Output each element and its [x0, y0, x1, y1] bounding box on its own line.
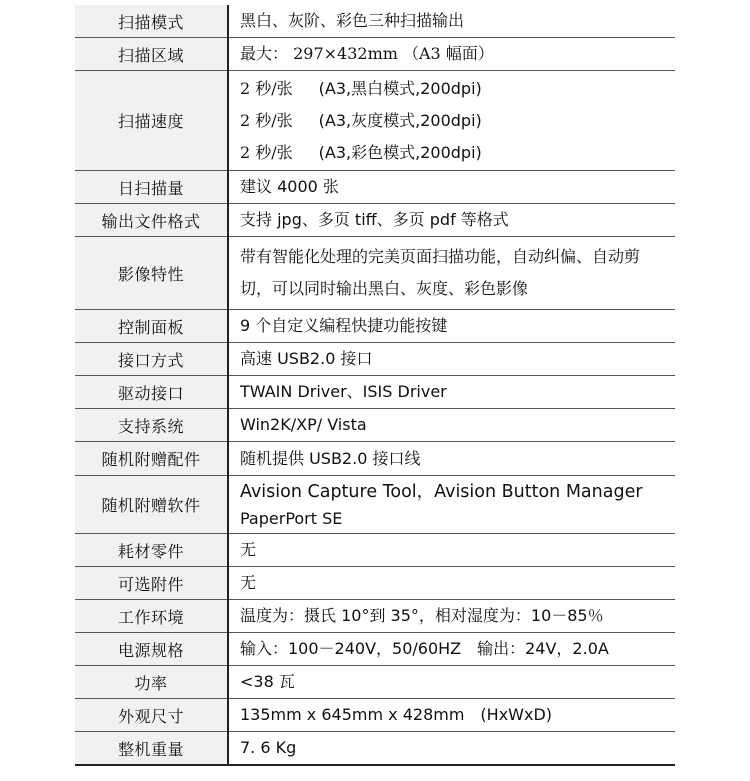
speed-value: 2 秒/张	[240, 110, 293, 130]
row-value: 黑白、灰阶、彩色三种扫描输出	[240, 11, 465, 30]
spec-table	[75, 5, 675, 766]
table-row	[75, 567, 675, 600]
row-label: 驱动接口	[75, 376, 228, 409]
row-value: 9 个自定义编程快捷功能按键	[240, 316, 448, 335]
table-row	[75, 343, 675, 376]
table-row	[75, 204, 675, 237]
table-row	[75, 171, 675, 204]
row-value: 最大： 297×432mm （A3 幅面）	[240, 44, 494, 63]
row-label: 支持系统	[75, 409, 228, 442]
row-value: TWAIN Driver、ISIS Driver	[240, 382, 447, 401]
row-label: 可选附件	[75, 567, 228, 600]
row-value: 高速 USB2.0 接口	[240, 349, 373, 368]
speed-detail: (A3,彩色模式,200dpi)	[318, 142, 482, 162]
table-row	[75, 442, 675, 476]
table-row	[75, 310, 675, 343]
row-value	[228, 476, 675, 534]
row-value: 无	[240, 540, 257, 559]
row-label: 随机附赠配件	[75, 442, 228, 476]
row-label: 输出文件格式	[75, 204, 228, 237]
table-row	[75, 38, 675, 71]
row-value: 温度为：摄氏 10°到 35°，相对湿度为：10－85％	[240, 606, 604, 625]
row-label: 影像特性	[75, 237, 228, 310]
row-label: 功率	[75, 666, 228, 699]
row-value: <38 瓦	[240, 672, 295, 691]
row-label: 工作环境	[75, 600, 228, 633]
row-label: 扫描速度	[75, 71, 228, 171]
speed-line	[240, 105, 675, 137]
row-value: 建议 4000 张	[240, 177, 339, 196]
software-line: Avision Capture Tool，Avision Button Manager	[240, 481, 643, 502]
row-label: 外观尺寸	[75, 699, 228, 732]
table-row	[75, 666, 675, 699]
row-value: 带有智能化处理的完美页面扫描功能，自动纠偏、自动剪切，可以同时输出黑白、灰度、彩色影像	[240, 247, 641, 298]
table-row	[75, 633, 675, 666]
row-label: 耗材零件	[75, 534, 228, 567]
table-row	[75, 476, 675, 534]
table-row	[75, 699, 675, 732]
row-label: 日扫描量	[75, 171, 228, 204]
row-label: 随机附赠软件	[75, 476, 228, 534]
row-value: 输入：100－240V，50/60HZ 输出：24V，2.0A	[240, 639, 609, 658]
speed-detail: (A3,灰度模式,200dpi)	[318, 110, 482, 130]
row-label: 电源规格	[75, 633, 228, 666]
speed-line	[240, 73, 675, 105]
table-row	[75, 376, 675, 409]
row-label: 扫描模式	[75, 5, 228, 38]
table-row	[75, 534, 675, 567]
table-row	[75, 409, 675, 442]
row-value: 随机提供 USB2.0 接口线	[240, 448, 421, 468]
row-label: 整机重量	[75, 732, 228, 766]
table-row	[75, 600, 675, 633]
row-value: Win2K/XP/ Vista	[240, 415, 367, 434]
speed-detail: (A3,黑白模式,200dpi)	[318, 78, 482, 98]
speed-line	[240, 137, 675, 169]
row-label: 扫描区域	[75, 38, 228, 71]
row-value	[228, 71, 675, 171]
row-value: 7. 6 Kg	[240, 738, 297, 757]
software-line: PaperPort SE	[240, 508, 343, 528]
row-value: 支持 jpg、多页 tiff、多页 pdf 等格式	[240, 210, 509, 229]
row-value: 无	[240, 573, 257, 592]
row-label: 控制面板	[75, 310, 228, 343]
table-row	[75, 732, 675, 766]
speed-value: 2 秒/张	[240, 142, 293, 162]
table-row	[75, 5, 675, 38]
table-row	[75, 71, 675, 171]
row-label: 接口方式	[75, 343, 228, 376]
speed-value: 2 秒/张	[240, 78, 293, 98]
table-row	[75, 237, 675, 310]
row-value: 135mm x 645mm x 428mm (HxWxD)	[240, 705, 553, 724]
